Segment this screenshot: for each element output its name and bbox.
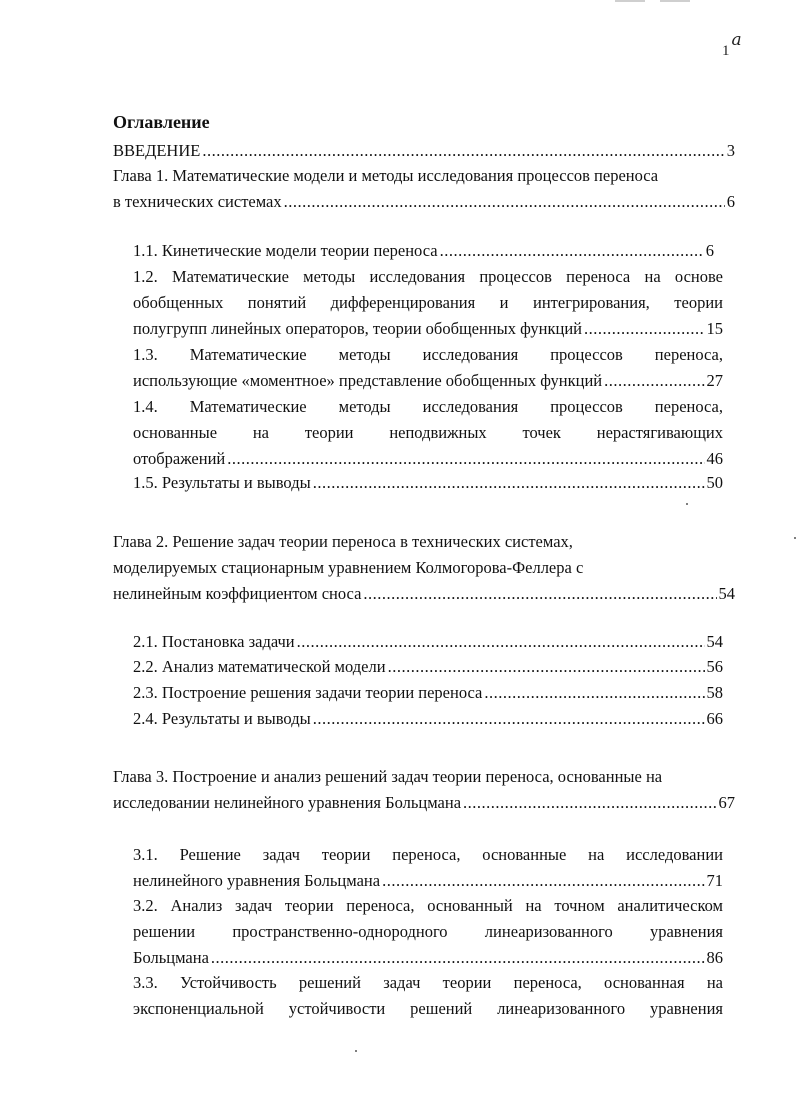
dot-leader [284,189,725,215]
toc-entry-line: моделируемых стационарным уравнением Колмогорова-Феллера с [113,558,584,577]
toc-title: Оглавление [113,112,210,132]
toc-page-number: 6 [705,241,714,260]
toc-page-number: 58 [706,683,723,702]
dot-leader [227,446,704,472]
toc-entry-line: 3.2. Анализ задач теории переноса, основанный на точном аналитическом [133,896,723,915]
toc-entry-section-3-2 [133,893,723,971]
page-number [722,30,742,60]
toc-entry-line: 1.4. Математические методы исследования процессов переноса, [133,397,723,416]
toc-entry-line: 3.1. Решение задач теории переноса, основанные на исследовании [133,845,723,864]
toc-entry-text: 2.3. Построение решения задачи теории переноса [133,683,483,702]
toc-entry-line: основанные на теории неподвижных точек нерастягивающих [133,423,723,442]
dot-leader [382,868,704,894]
toc-entry-line: Глава 2. Решение задач теории переноса в технических системах, [113,532,573,551]
toc-entry-line: экспоненциальной устойчивости решений линеаризованного уравнения [133,999,723,1018]
toc-entry-introduction [113,138,735,164]
dot-leader [604,368,704,394]
scan-edge-line [660,0,690,2]
toc-entry-section-1-4 [133,394,723,472]
toc-entry-section-3-3 [133,970,723,1022]
dot-leader [313,706,705,732]
toc-entry-section-2-3 [133,680,723,706]
dot-leader [211,945,705,971]
toc-entry-text: в технических системах [113,192,282,211]
toc-entry-line: 1.2. Математические методы исследования процессов переноса на основе [133,267,723,286]
toc-entry-line: обобщенных понятий дифференцирования и интегрирования, теории [133,293,723,312]
toc-entry-text: ВВЕДЕНИЕ [113,141,201,160]
scan-speck [355,1050,357,1052]
dot-leader [202,138,724,164]
toc-entry-section-1-3 [133,342,723,394]
toc-page-number: 46 [706,449,723,468]
toc-entry-text: 1.5. Результаты и выводы [133,473,311,492]
toc-page-number: 56 [706,657,723,676]
toc-entry-line: решении пространственно-однородного линеаризованного уравнения [133,922,723,941]
dot-leader [313,470,705,496]
toc-entry-line: 1.3. Математические методы исследования процессов переноса, [133,345,723,364]
toc-entry-line: Глава 1. Математические модели и методы исследования процессов переноса [113,166,659,185]
handwritten-mark: a [731,30,742,50]
toc-entry-text: 2.2. Анализ математической модели [133,657,386,676]
toc-entry-text: 2.4. Результаты и выводы [133,709,311,728]
scan-speck [794,537,796,539]
toc-page-number: 66 [706,709,723,728]
scan-edge-line [615,0,645,2]
toc-entry-chapter-3 [113,764,735,816]
toc-entry-text: использующие «моментное» представление обобщенных функций [133,371,603,390]
toc-entry-section-1-2 [133,264,723,342]
toc-entry-text: нелинейным коэффициентом сноса [113,584,362,603]
toc-page-number: 15 [706,319,723,338]
toc-entry-section-3-1 [133,842,723,894]
toc-page-number: 27 [706,371,723,390]
toc-entry-section-2-1 [133,629,723,655]
toc-entry-text: полугрупп линейных операторов, теории обобщенных функций [133,319,582,338]
dot-leader [388,654,705,680]
dot-leader [363,581,716,607]
toc-page-number: 50 [706,473,723,492]
toc-entry-chapter-1 [113,163,735,215]
toc-entry-text: 2.1. Постановка задачи [133,632,295,651]
toc-entry-text: Больцмана [133,948,209,967]
toc-entry-text: отображений [133,449,226,468]
toc-entry-section-1-5 [133,470,723,496]
dot-leader [297,629,705,655]
dot-leader [463,790,716,816]
toc-entry-line: Глава 3. Построение и анализ решений задач теории переноса, основанные на [113,767,663,786]
toc-entry-section-1-1 [133,238,714,264]
toc-page-number: 86 [706,948,723,967]
toc-entry-text: нелинейного уравнения Больцмана [133,871,381,890]
dot-leader [484,680,704,706]
toc-page-number: 67 [718,793,735,812]
toc-entry-section-2-2 [133,654,723,680]
toc-page-number: 71 [706,871,723,890]
toc-entry-chapter-2 [113,529,735,607]
toc-entry-line: 3.3. Устойчивость решений задач теории переноса, основанная на [133,973,723,992]
scan-speck [686,503,688,505]
toc-entry-text: 1.1. Кинетические модели теории переноса [133,241,438,260]
toc-page-number: 54 [718,584,735,603]
toc-page-number: 6 [726,192,735,211]
dot-leader [584,316,705,342]
toc-entry-text: исследовании нелинейного уравнения Больцмана [113,793,462,812]
toc-page-number: 54 [706,632,723,651]
toc-page-number: 3 [726,141,735,160]
toc-entry-section-2-4 [133,706,723,732]
dot-leader [440,238,704,264]
page-number-value: 1 [722,43,730,59]
